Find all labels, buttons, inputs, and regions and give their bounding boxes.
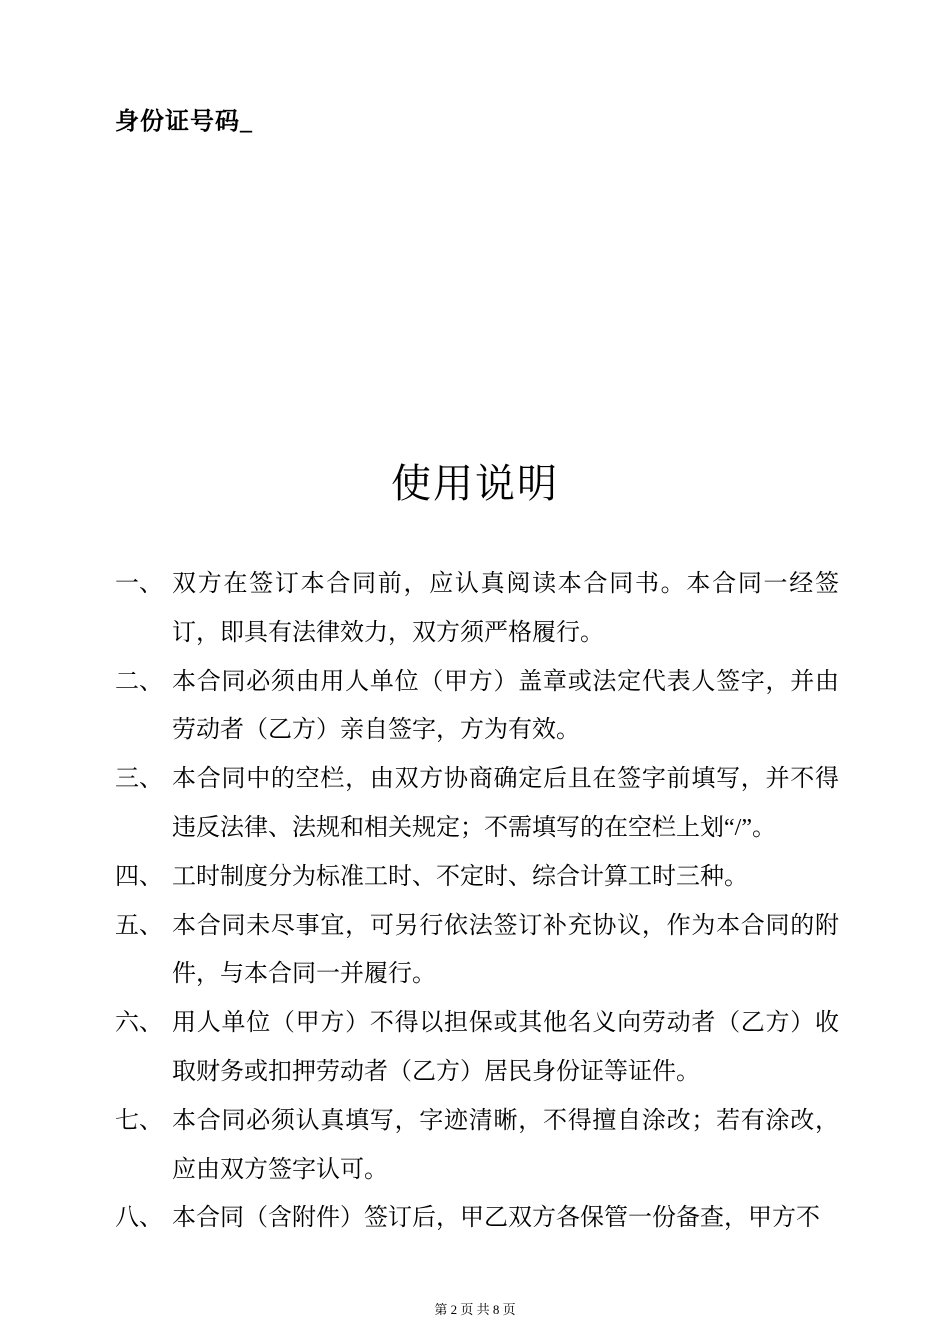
id-number-label: 身份证号码_ (115, 109, 253, 135)
item-number: 七、 (115, 1107, 163, 1134)
item-text: 本合同中的空栏，由双方协商确定后且在签字前填写，并不得违反法律、法规和相关规定；不需填写的在空栏上划“/”。 (172, 766, 839, 841)
item-number: 六、 (115, 1010, 163, 1037)
item-number: 三、 (115, 766, 163, 793)
list-item (115, 1194, 839, 1243)
list-item (115, 658, 839, 756)
item-number: 四、 (115, 863, 163, 890)
page-footer: 第 2 页 共 8 页 (434, 1302, 516, 1317)
item-text: 本合同必须认真填写，字迹清晰，不得擅自涂改；若有涂改，应由双方签字认可。 (172, 1107, 839, 1183)
item-text: 双方在签订本合同前，应认真阅读本合同书。本合同一经签订，即具有法律效力，双方须严格履行。 (172, 571, 839, 646)
item-text: 用人单位（甲方）不得以担保或其他名义向劳动者（乙方）收取财务或扣押劳动者（乙方）居民身份证等证件。 (172, 1010, 839, 1085)
item-text: 本合同必须由用人单位（甲方）盖章或法定代表人签字，并由劳动者（乙方）亲自签字，方为有效。 (172, 668, 839, 744)
item-number: 五、 (115, 912, 163, 939)
list-item (115, 560, 839, 658)
item-text: 本合同未尽事宜，可另行依法签订补充协议，作为本合同的附件，与本合同一并履行。 (172, 912, 839, 988)
item-number: 一、 (115, 571, 163, 597)
item-number: 二、 (115, 668, 163, 695)
item-text: 工时制度分为标准工时、不定时、综合计算工时三种。 (172, 863, 748, 890)
list-item (115, 999, 839, 1097)
list-item (115, 1097, 839, 1195)
instructions-list (115, 560, 839, 1243)
page-title: 使用说明 (391, 461, 559, 506)
list-item (115, 755, 839, 853)
item-number: 八、 (115, 1205, 163, 1232)
list-item (115, 853, 839, 902)
item-text: 本合同（含附件）签订后，甲乙双方各保管一份备查，甲方不 (172, 1205, 820, 1232)
list-item (115, 902, 839, 1000)
